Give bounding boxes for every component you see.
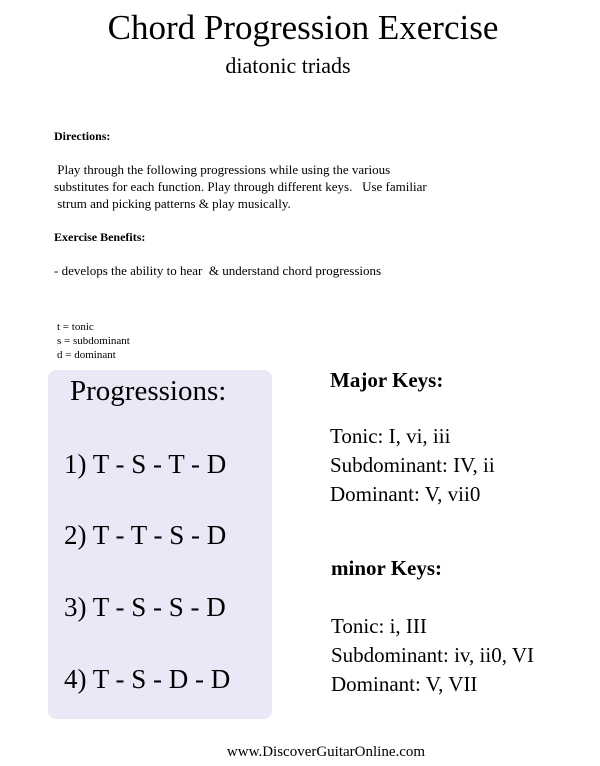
directions-line: substitutes for each function. Play through different keys. Use familiar [54,179,427,194]
directions-line: Play through the following progressions while using the various [54,162,391,177]
progression-item: 4) T - S - D - D [64,664,231,694]
progression-item: 2) T - T - S - D [64,520,227,550]
minor-tonic-line: Tonic: i, III [331,614,427,638]
progressions-title: Progressions: [70,375,227,407]
page-subtitle: diatonic triads [225,53,351,78]
progression-item: 3) T - S - S - D [64,592,226,622]
legend-subdominant: s = subdominant [57,335,130,347]
directions-line: strum and picking patterns & play musically. [54,196,291,211]
minor-subdominant-line: Subdominant: iv, ii0, VI [331,643,535,667]
legend-dominant: d = dominant [57,349,116,361]
major-subdominant-line: Subdominant: IV, ii [330,453,495,477]
benefits-heading: Exercise Benefits: [54,230,146,244]
page-title: Chord Progression Exercise [107,8,499,47]
directions-heading: Directions: [54,129,111,143]
progression-item: 1) T - S - T - D [64,449,227,479]
legend-tonic: t = tonic [57,321,94,333]
footer-url: www.DiscoverGuitarOnline.com [226,744,426,760]
benefits-item: - develops the ability to hear & understand chord progressions [54,263,382,278]
minor-keys-heading: minor Keys: [331,556,443,580]
major-dominant-line: Dominant: V, vii0 [330,482,481,506]
major-keys-heading: Major Keys: [330,368,444,392]
minor-dominant-line: Dominant: V, VII [331,672,478,696]
major-tonic-line: Tonic: I, vi, iii [330,424,451,448]
